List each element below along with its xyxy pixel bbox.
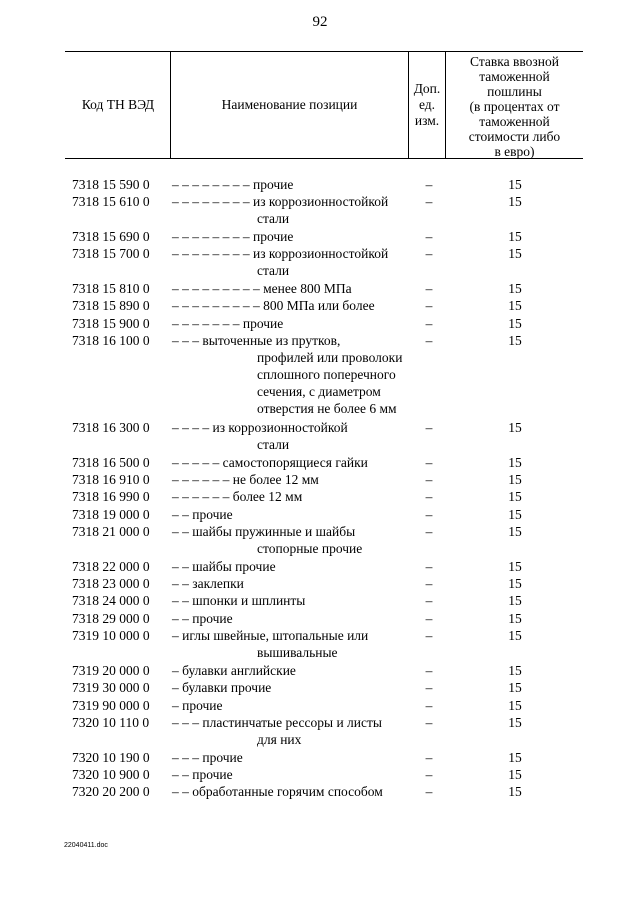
tn-ved-code: 7318 29 000 0 xyxy=(72,610,150,626)
header-unit-line: ед. xyxy=(418,97,436,112)
position-name-line: – – заклепки xyxy=(172,576,244,592)
position-name xyxy=(172,610,412,627)
additional-unit: – xyxy=(425,697,433,713)
position-name-line: – – – – – – – – из коррозионностойкой xyxy=(172,194,389,210)
position-name xyxy=(172,662,412,679)
tn-ved-code: 7318 16 300 0 xyxy=(72,419,150,435)
duty-rate: 15 xyxy=(508,454,522,470)
header-rate xyxy=(446,54,583,159)
tn-ved-code: 7318 15 590 0 xyxy=(72,177,150,192)
position-name xyxy=(172,419,412,453)
position-name-line: стали xyxy=(257,211,290,227)
position-name-line: сплошного поперечного xyxy=(257,367,396,383)
tn-ved-code: 7318 21 000 0 xyxy=(72,524,150,539)
duty-rate: 15 xyxy=(508,766,522,782)
position-name xyxy=(172,471,412,488)
additional-unit: – xyxy=(425,489,433,505)
position-name xyxy=(172,592,412,609)
additional-unit: – xyxy=(425,298,433,314)
tn-ved-code: 7318 15 690 0 xyxy=(72,229,150,245)
additional-unit: – xyxy=(425,333,433,349)
tn-ved-code: 7320 10 900 0 xyxy=(72,766,150,782)
additional-unit: – xyxy=(425,766,433,782)
position-name-line: – – – – – самостопорящиеся гайки xyxy=(172,454,368,470)
position-name-line: – – – выточенные из прутков, xyxy=(172,333,341,349)
duty-rate: 15 xyxy=(508,194,522,210)
position-name-line: – – – – – – – – – 800 МПа или более xyxy=(172,298,375,314)
position-name-line: – булавки прочие xyxy=(172,680,272,696)
position-name xyxy=(172,575,412,592)
duty-rate: 15 xyxy=(508,333,522,349)
additional-unit: – xyxy=(425,680,433,696)
position-name-line: – иглы швейные, штопальные или xyxy=(172,628,369,644)
tn-ved-code: 7318 16 910 0 xyxy=(72,471,150,487)
additional-unit: – xyxy=(425,558,433,574)
additional-unit: – xyxy=(425,506,433,522)
position-name xyxy=(172,315,412,332)
position-name xyxy=(172,627,412,661)
additional-unit: – xyxy=(425,177,433,192)
header-unit-line: изм. xyxy=(414,113,440,128)
tn-ved-code: 7320 10 190 0 xyxy=(72,749,150,765)
tn-ved-code: 7320 20 200 0 xyxy=(72,784,150,800)
position-name xyxy=(172,558,412,575)
duty-rate: 15 xyxy=(508,229,522,245)
position-name-line: стали xyxy=(257,263,290,279)
position-name xyxy=(172,679,412,696)
position-name-line: – – – – – – – – – менее 800 МПа xyxy=(172,281,352,297)
tn-ved-code: 7319 30 000 0 xyxy=(72,680,150,696)
additional-unit: – xyxy=(425,784,433,800)
position-name-line: – булавки английские xyxy=(172,662,296,678)
duty-rate: 15 xyxy=(508,246,522,262)
additional-unit: – xyxy=(425,524,433,539)
position-name-line: – – – – – – – – прочие xyxy=(172,177,294,192)
position-name-line: – – обработанные горячим способом xyxy=(172,784,383,800)
position-name xyxy=(172,506,412,523)
duty-rate: 15 xyxy=(508,489,522,505)
position-name-line: – – – – – – – – из коррозионностойкой xyxy=(172,246,389,262)
position-name-line: профилей или проволоки xyxy=(257,350,403,366)
duty-rate: 15 xyxy=(508,281,522,297)
position-name xyxy=(172,228,412,245)
duty-rate: 15 xyxy=(508,697,522,713)
position-name-line: стопорные прочие xyxy=(257,541,363,556)
tn-ved-code: 7318 16 990 0 xyxy=(72,489,150,505)
additional-unit: – xyxy=(425,246,433,262)
header-rate-line: таможенной xyxy=(479,114,550,129)
duty-rate: 15 xyxy=(508,506,522,522)
position-name-line: – – шайбы прочие xyxy=(172,558,276,574)
tn-ved-code: 7318 23 000 0 xyxy=(72,576,150,592)
header-rate-line: таможенной xyxy=(479,69,550,84)
duty-rate: 15 xyxy=(508,524,522,539)
position-name xyxy=(172,697,412,714)
position-name-line: – – – – – – – – прочие xyxy=(172,229,294,245)
position-name-line: отверстия не более 6 мм xyxy=(257,401,397,417)
duty-rate: 15 xyxy=(508,558,522,574)
position-name-line: – – – прочие xyxy=(172,749,243,765)
tn-ved-code: 7318 16 500 0 xyxy=(72,454,150,470)
page-number: 92 xyxy=(312,14,328,30)
position-name-line: – прочие xyxy=(172,697,223,713)
additional-unit: – xyxy=(425,471,433,487)
duty-rate: 15 xyxy=(508,576,522,592)
additional-unit: – xyxy=(425,281,433,297)
position-name xyxy=(172,454,412,471)
position-name-line: – – шайбы пружинные и шайбы xyxy=(172,524,356,539)
duty-rate: 15 xyxy=(508,177,522,192)
duty-rate: 15 xyxy=(508,714,522,730)
additional-unit: – xyxy=(425,229,433,245)
position-name xyxy=(172,749,412,766)
header-rate-line: (в процентах от xyxy=(469,99,560,114)
position-name-line: для них xyxy=(257,731,302,747)
position-name xyxy=(172,523,412,557)
header-top-rule xyxy=(65,51,583,52)
tn-ved-code: 7320 10 110 0 xyxy=(72,714,150,730)
tn-ved-code: 7318 15 700 0 xyxy=(72,246,150,262)
position-name xyxy=(172,280,412,297)
header-rate-line: Ставка ввозной xyxy=(470,54,559,69)
additional-unit: – xyxy=(425,662,433,678)
duty-rate: 15 xyxy=(508,680,522,696)
position-name-line: – – – – – – – прочие xyxy=(172,315,284,331)
position-name-line: – – – – – – более 12 мм xyxy=(172,489,303,505)
position-name-line: сечения, с диаметром xyxy=(257,384,381,400)
position-name-line: – – прочие xyxy=(172,766,233,782)
header-rate-line: в евро) xyxy=(494,144,535,159)
tn-ved-code: 7318 15 810 0 xyxy=(72,281,150,297)
position-name xyxy=(172,488,412,505)
tn-ved-code: 7319 90 000 0 xyxy=(72,697,150,713)
position-name xyxy=(172,783,412,800)
additional-unit: – xyxy=(425,194,433,210)
position-name xyxy=(172,176,412,193)
duty-rate: 15 xyxy=(508,471,522,487)
duty-rate: 15 xyxy=(508,749,522,765)
duty-rate: 15 xyxy=(508,593,522,609)
header-rate-line: пошлины xyxy=(487,84,542,99)
header-unit xyxy=(409,81,445,129)
duty-rate: 15 xyxy=(508,298,522,314)
position-name xyxy=(172,245,412,279)
duty-rate: 15 xyxy=(508,784,522,800)
tn-ved-code: 7318 19 000 0 xyxy=(72,506,150,522)
additional-unit: – xyxy=(425,714,433,730)
footer-filename: 22040411.doc xyxy=(64,842,108,849)
additional-unit: – xyxy=(425,628,433,644)
additional-unit: – xyxy=(425,749,433,765)
position-name-line: – – прочие xyxy=(172,506,233,522)
duty-rate: 15 xyxy=(508,662,522,678)
position-name-line: – – – – – – не более 12 мм xyxy=(172,471,319,487)
position-name xyxy=(172,193,412,227)
position-name-line: – – прочие xyxy=(172,610,233,626)
header-rate-line: стоимости либо xyxy=(468,129,561,144)
position-name-line: – – – – из коррозионностойкой xyxy=(172,419,348,435)
duty-rate: 15 xyxy=(508,610,522,626)
position-name-line: стали xyxy=(257,436,290,452)
position-name-line: – – шпонки и шплинты xyxy=(172,593,306,609)
header-code: Код ТН ВЭД xyxy=(81,97,155,112)
duty-rate: 15 xyxy=(508,419,522,435)
position-name-line: – – – пластинчатые рессоры и листы xyxy=(172,714,382,730)
tn-ved-code: 7318 22 000 0 xyxy=(72,558,150,574)
duty-rate: 15 xyxy=(508,315,522,331)
position-name xyxy=(172,332,412,417)
additional-unit: – xyxy=(425,315,433,331)
tn-ved-code: 7319 10 000 0 xyxy=(72,628,150,644)
additional-unit: – xyxy=(425,454,433,470)
tn-ved-code: 7318 24 000 0 xyxy=(72,593,150,609)
tn-ved-code: 7318 15 900 0 xyxy=(72,315,150,331)
position-name xyxy=(172,766,412,783)
header-unit-line: Доп. xyxy=(413,81,441,96)
additional-unit: – xyxy=(425,593,433,609)
position-name xyxy=(172,297,412,314)
tn-ved-code: 7318 15 890 0 xyxy=(72,298,150,314)
additional-unit: – xyxy=(425,610,433,626)
additional-unit: – xyxy=(425,419,433,435)
header-name: Наименование позиции xyxy=(221,97,358,112)
additional-unit: – xyxy=(425,576,433,592)
tn-ved-code: 7319 20 000 0 xyxy=(72,662,150,678)
position-name-line: вышивальные xyxy=(257,645,338,661)
tn-ved-code: 7318 15 610 0 xyxy=(72,194,150,210)
tn-ved-code: 7318 16 100 0 xyxy=(72,333,150,349)
duty-rate: 15 xyxy=(508,628,522,644)
position-name xyxy=(172,714,412,748)
